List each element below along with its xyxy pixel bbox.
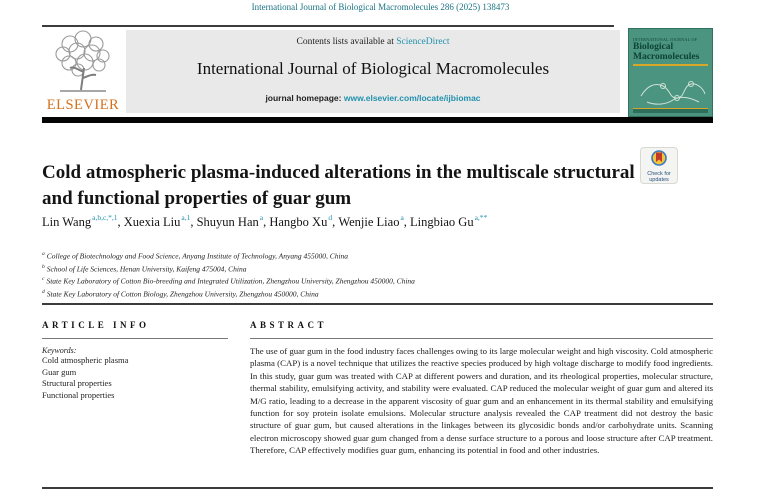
journal-title: International Journal of Biological Macromolecules [196,59,550,78]
elsevier-tree-icon [48,30,118,94]
author-affiliation-marks: a [259,213,264,222]
keywords-label: Keywords: [42,346,77,355]
author-affiliation-marks: a,1 [181,213,191,222]
contents-line [126,37,620,47]
article-info-section [42,320,228,401]
journal-cover-thumbnail[interactable] [628,28,713,117]
affiliation: $^c$ State Key Laboratory of Cotton Bio-breeding and Integrated Utilization, Zhengzhou University, Zhengzhou 450000, China [42,276,415,286]
affiliation-list [42,249,692,299]
sciencedirect-link[interactable]: ScienceDirect [396,37,450,47]
cover-accent-rule [633,64,708,66]
cover-series-label: INTERNATIONAL JOURNAL OF [633,37,698,42]
keyword: Structural properties [42,378,112,388]
article-info-rule [42,338,228,339]
check-for-updates-label: Check for updates [647,171,671,183]
homepage-line [126,93,620,103]
abstract-section [250,320,713,457]
article-title: Cold atmospheric plasma-induced alterations in the multiscale structural and functional properties of guar gum [42,162,635,209]
elsevier-wordmark: ELSEVIER [46,97,120,113]
keyword: Functional properties [42,389,115,400]
masthead-bottom-bar [42,117,713,123]
abstract-heading: ABSTRACT [250,320,328,330]
cover-molecule-art [633,68,710,110]
contents-prefix: Contents lists available at [296,37,397,47]
abstract-rule [250,338,713,339]
keyword: Guar gum [42,366,77,377]
homepage-url-link[interactable]: www.elsevier.com/locate/ijbiomac [343,93,481,103]
homepage-prefix: journal homepage: [265,93,344,103]
bottom-divider [42,487,713,489]
masthead-box [126,30,620,113]
affiliation: $^a$ College of Biotechnology and Food Science, Anyang Institute of Technology, Anyang 455000, China [42,251,349,261]
crossmark-icon [651,150,667,166]
author: Lin Wang$^{a,b,c,*,1}$ , [42,215,124,229]
top-divider [42,25,614,27]
journal-citation: International Journal of Biological Macromolecules 286 (2025) 138473 [251,2,510,12]
author: Xuexia Liu$^{a,1}$ , [124,215,197,229]
author: Shuyun Han$^a$ , [197,215,270,229]
cover-bottom-strip [633,108,708,113]
author-affiliation-marks: a,b,c,*,1 [92,213,118,222]
author: Hangbo Xu$^d$ , [269,215,338,229]
check-for-updates-badge[interactable] [640,147,678,184]
author-affiliation-marks: a [400,213,404,222]
author-affiliation-marks: d [328,213,333,222]
author-affiliation-marks: a,** [474,213,488,222]
cover-title: Biological Macromolecules [633,42,700,62]
keyword: Cold atmospheric plasma [42,355,129,365]
author-list [42,214,682,230]
abstract-text: The use of guar gum in the food industry faces challenges owing to its large molecular weight and high viscosity. Cold atmospheric plasma (CAP) is a novel technique that utilizes the reactive species produced by high voltage discharge to modify food ingredients. In this study, guar gum was treated with CAP at different powers and duration, and its rheological properties, molecular structure, thermal stability, emulsifying activity, and stability were evaluated. CAP reduced the molecular weight of guar gum and altered its M/G ratio, leading to a decrease in the apparent viscosity of guar gum and an enhancement in its thermal stability and emulsifying function for soy protein isolate emulsions. Molecular structure analysis revealed the CAP treatment did not destroy the basic structure of guar gum, but caused alterations in the linkages between its glycosidic bonds and/or carbohydrate units. Scanning electron microscopy showed guar gum changed from a dense surface structure to a porous and loose structure after CAP treatment. Therefore, CAP effectively modifies guar gum, enhancing its potential in food and other industries. [250,346,713,456]
author: Lingbiao $Gu^{a,**}$ [410,213,488,230]
affiliation: $^b$ School of Life Sciences, Henan University, Kaifeng 475004, China [42,263,247,273]
section-divider [42,303,713,305]
elsevier-logo [42,30,124,116]
author: Wenjie Liao$^a$ , [338,215,410,229]
article-info-heading: ARTICLE INFO [42,320,150,330]
affiliation: $^d$ State Key Laboratory of Cotton Biology, Zhengzhou University, Zhengzhou 450000, China [42,288,319,298]
